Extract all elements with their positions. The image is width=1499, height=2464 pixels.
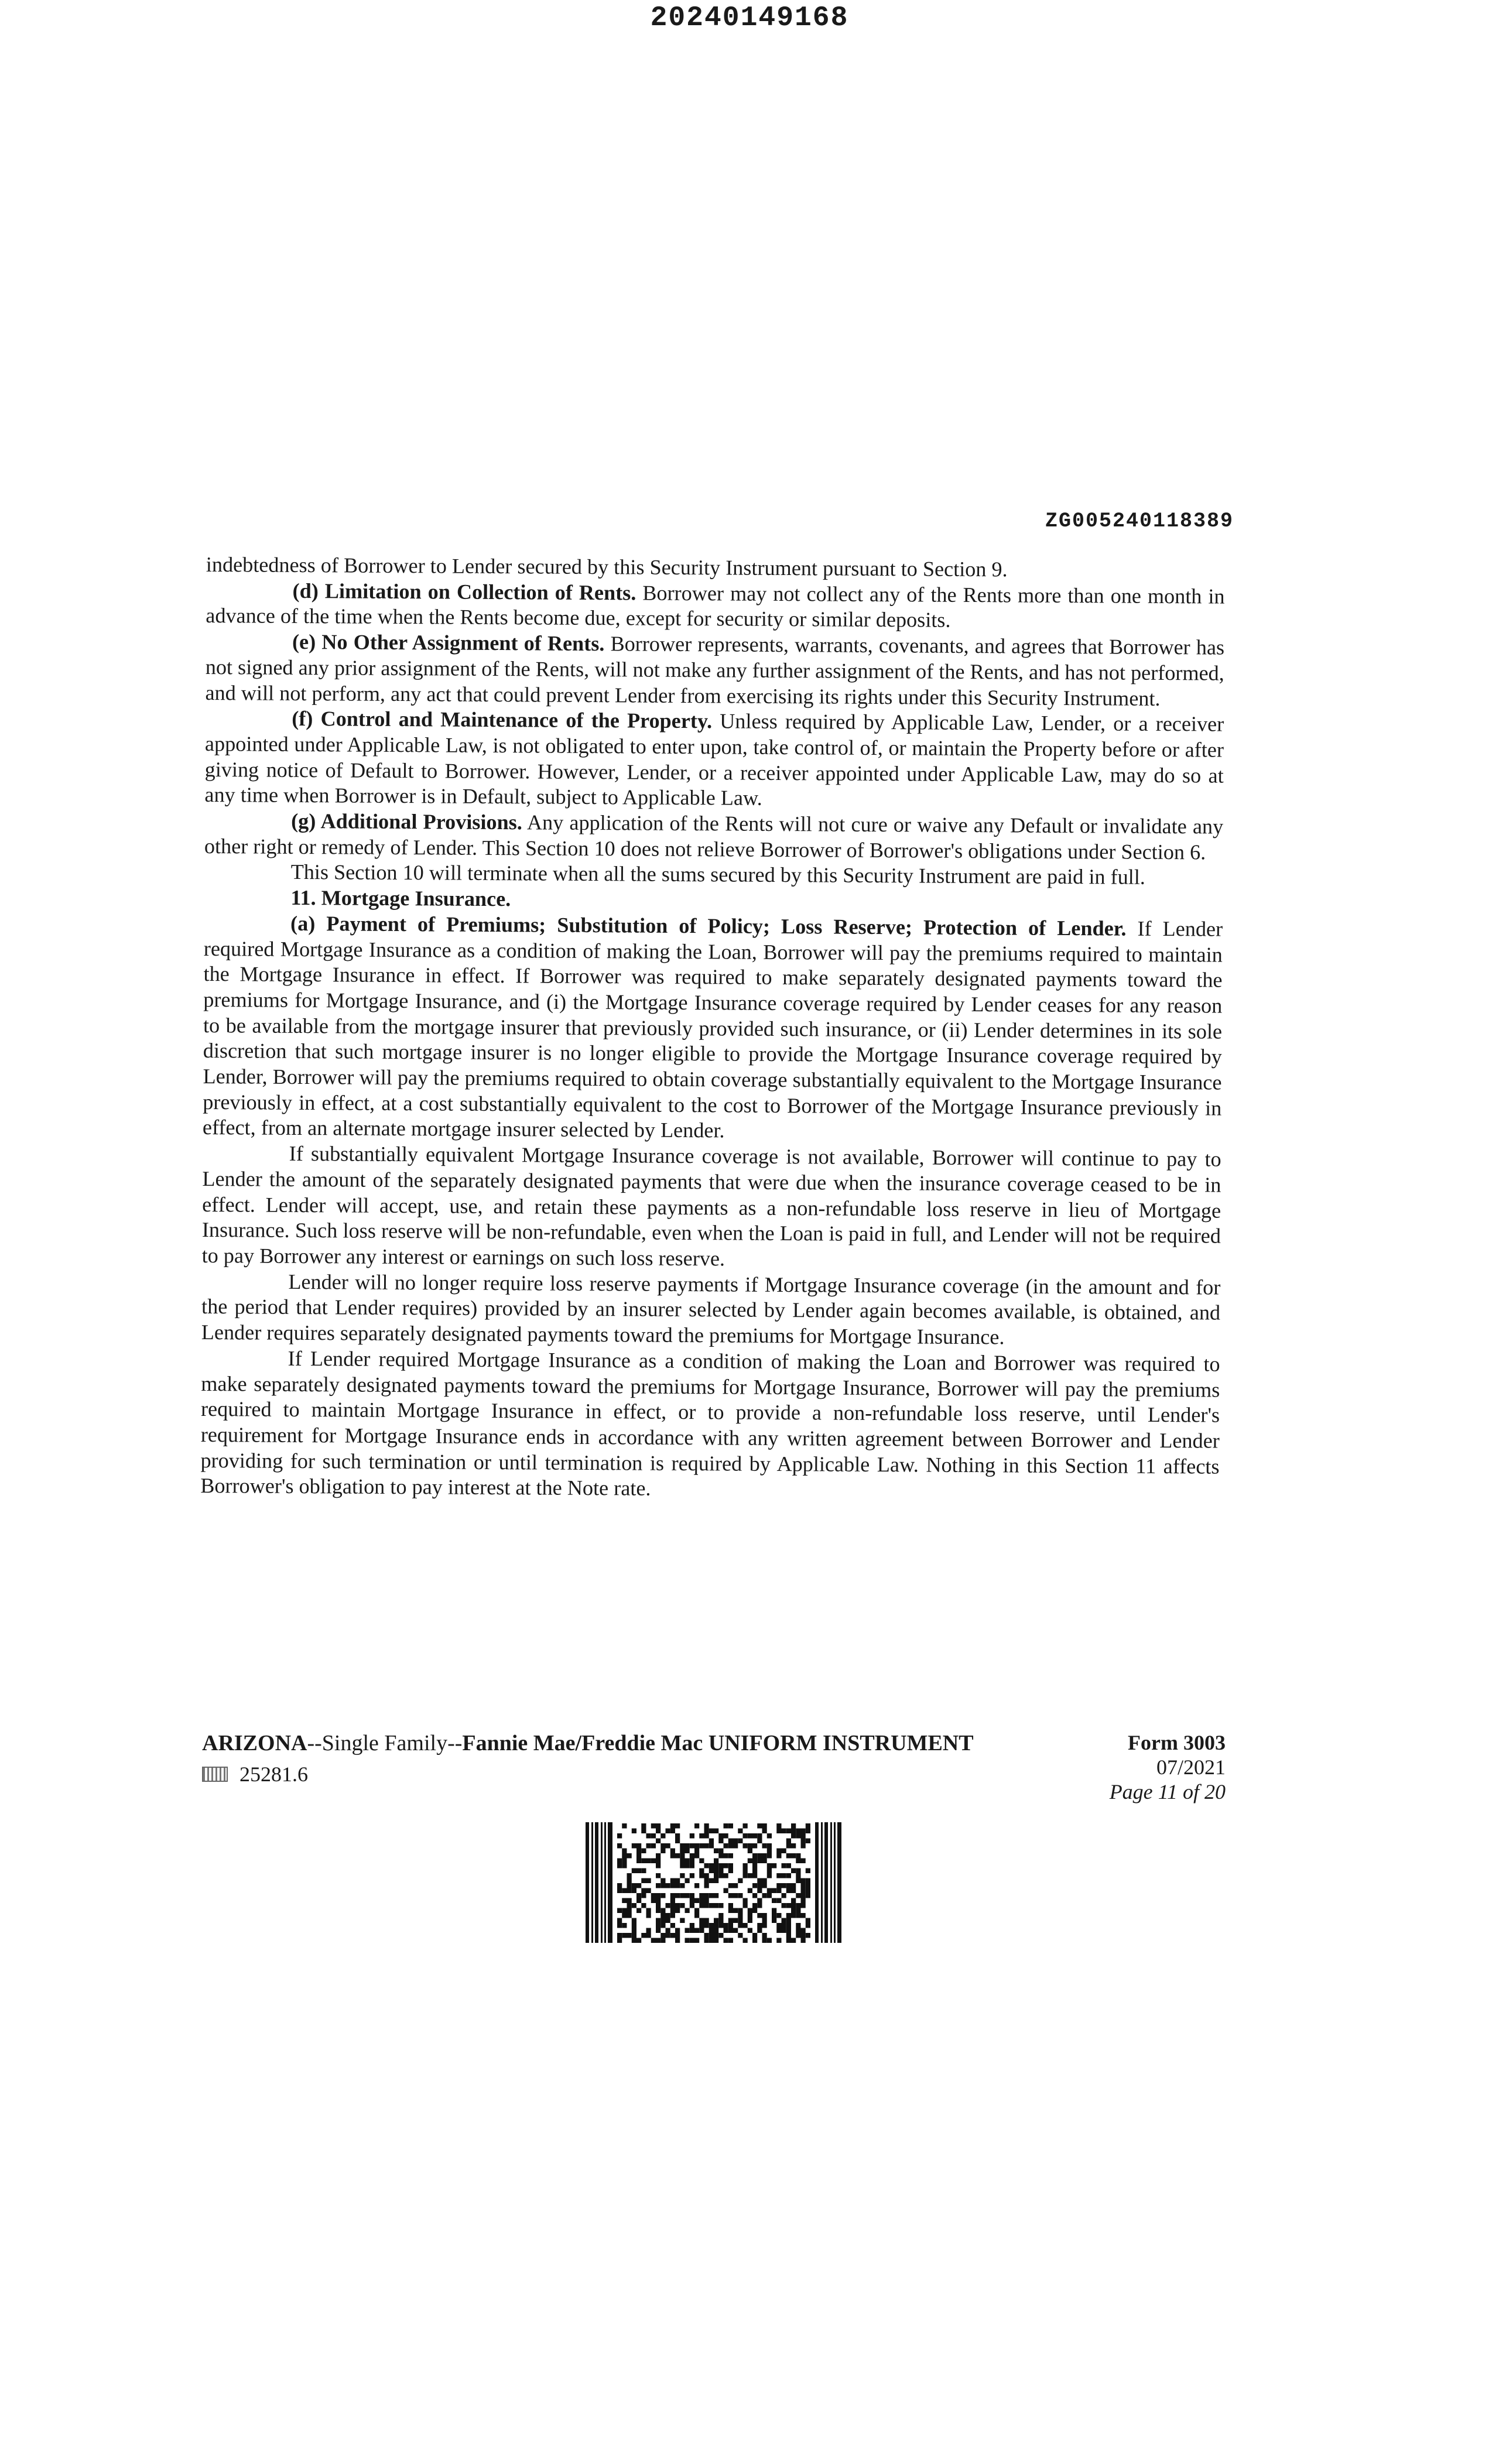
recording-number: 20240149168 (650, 2, 849, 34)
section-heading: 11. Mortgage Insurance. (290, 886, 511, 911)
paragraph: This Section 10 will terminate when all the sums secured by this Security Instrument are paid in full. (290, 860, 1146, 889)
paragraph (204, 808, 1224, 865)
paragraph: If Lender required Mortgage Insurance as a condition of making the Loan and Borrower was required to make separately designated payments toward the premiums for Mortgage Insurance, Borrower will pay the premiums required to maintain Mortgage Insurance in effect, or to provide a non-refundable loss reserve, until Lender's requirement for Mortgage Insurance ends in accordance with any written agreement between Borrower and Lender providing for such termination or until termination is required by Applicable Law. Nothing in this Section 11 affects Borrower's obligation to pay interest at the Note rate. (200, 1346, 1220, 1500)
paragraph (204, 706, 1224, 814)
paragraph-heading: (g) Additional Provisions. (291, 809, 522, 834)
paragraph: If substantially equivalent Mortgage Insurance coverage is not available, Borrower will continue to pay to Lender the amount of the separately designated payments that were due when the insurance coverage ceased to be in effect. Lender will accept, use, and retain these payments as a non-refundable loss reserve in lieu of Mortgage Insurance. Such loss reserve will be non-refundable, even when the Loan is paid in full, and Lender will not be required to pay Borrower any interest or earnings on such loss reserve. (201, 1142, 1221, 1271)
paragraph-text: Any application of the Rents will not cure or waive any Default or invalidate any other right or remedy of Lender. This Section 10 does not relieve Borrower of Borrower's obligations under Section 6. (204, 810, 1224, 864)
paragraph-text: Borrower may not collect any of the Rents more than one month in advance of the time when the Rents become due, except for security or similar deposits. (206, 581, 1225, 632)
form-code (202, 1762, 1226, 1787)
loan-id: ZG005240118389 (1045, 509, 1234, 533)
paragraph-text: Borrower represents, warrants, covenants, and agrees that Borrower has not signed any prior assignment of the Rents, will not make any further assignment of the Rents, and has not performed, and will not perform, any act that could prevent Lender from exercising its rights under this Security Instrument. (205, 632, 1225, 710)
instrument-title (202, 1730, 974, 1756)
family-type: --Single Family-- (307, 1731, 463, 1755)
paragraph: Lender will no longer require loss reserve payments if Mortgage Insurance coverage (in the amount and for the period that Lender requires) provided by an insurer selected by Lender again becomes available, is obtained, and Lender requires separately designated payments toward the premiums for Mortgage Insurance. (201, 1269, 1221, 1349)
form-number: Form 3003 (1128, 1731, 1226, 1754)
state-name: ARIZONA (202, 1731, 307, 1755)
page-number: Page 11 of 20 (1109, 1780, 1226, 1803)
paragraph (206, 578, 1225, 635)
paragraph (203, 911, 1223, 1147)
paragraph: indebtedness of Borrower to Lender secured by this Security Instrument pursuant to Section 9. (206, 553, 1008, 581)
form-info (1110, 1730, 1226, 1804)
form-code-text: 25281.6 (239, 1763, 308, 1786)
barcode-icon (586, 1822, 841, 1943)
page-footer (202, 1730, 1226, 1803)
paragraph-heading: (f) Control and Maintenance of the Property. (292, 707, 713, 733)
form-date: 07/2021 (1156, 1755, 1226, 1779)
paragraph (205, 629, 1224, 712)
paragraph-heading: (d) Limitation on Collection of Rents. (292, 579, 636, 605)
document-body (200, 552, 1225, 1505)
ellie-mae-icon (202, 1767, 228, 1782)
paragraph-heading: (a) Payment of Premiums; Substitution of Policy; Loss Reserve; Protection of Lender. (290, 911, 1127, 940)
paragraph-heading: (e) No Other Assignment of Rents. (292, 630, 605, 656)
paragraph-text: Unless required by Applicable Law, Lender, or a receiver appointed under Applicable Law, is not obligated to enter upon, take control of, or maintain the Property before or after giving notice of Default to Borrower. However, Lender, or a receiver appointed under Applicable Law, may do so at any time when Borrower is in Default, subject to Applicable Law. (204, 709, 1224, 810)
instrument-name: Fannie Mae/Freddie Mac UNIFORM INSTRUMENT (462, 1731, 974, 1755)
paragraph-text: If Lender required Mortgage Insurance as a condition of making the Loan, Borrower will pay the premiums required to maintain the Mortgage Insurance in effect. If Borrower was required to make separately designated payments toward the premiums for Mortgage Insurance, and (i) the Mortgage Insurance coverage required by Lender ceases for any reason to be available from the mortgage insurer that previously provided such insurance, or (ii) Lender determines in its sole discretion that such mortgage insurer is no longer eligible to provide the Mortgage Insurance coverage required by Lender, Borrower will pay the premiums required to obtain coverage substantially equivalent to the Mortgage Insurance previously in effect, at a cost substantially equivalent to the cost to Borrower of the Mortgage Insurance previously in effect, from an alternate mortgage insurer selected by Lender. (202, 916, 1223, 1142)
